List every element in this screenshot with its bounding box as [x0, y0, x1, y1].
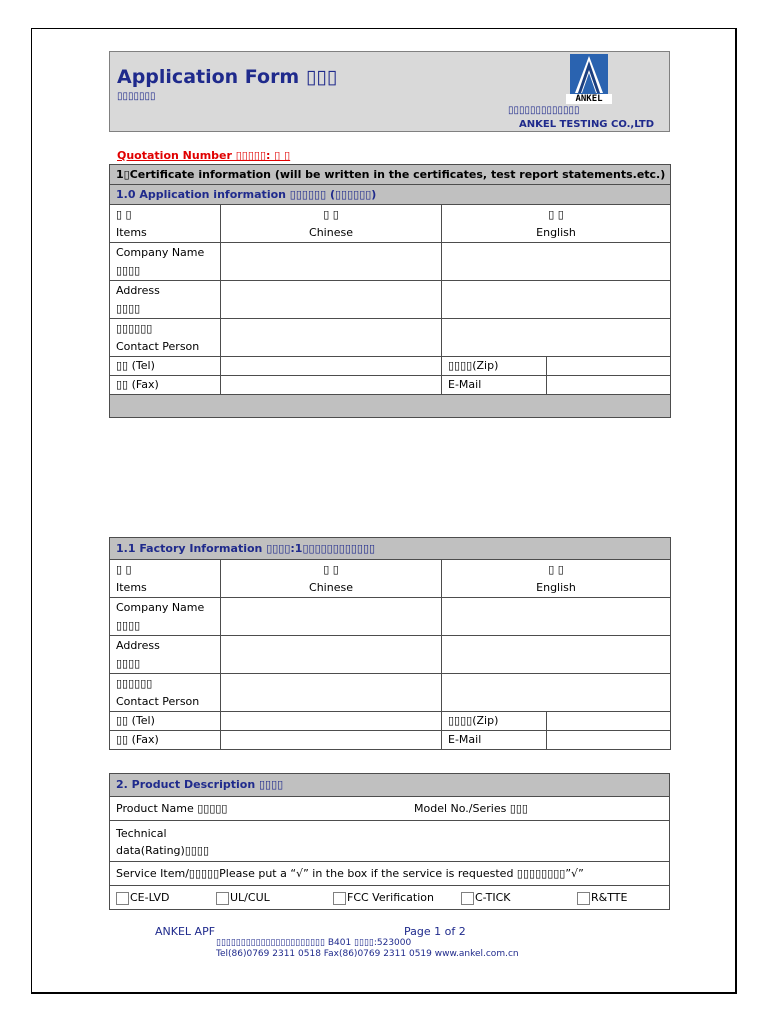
factory-email-field[interactable]: [547, 731, 671, 750]
page-subtitle: ▯▯▯▯▯▯▯: [117, 91, 156, 102]
option-ce-lvd[interactable]: CE-LVD: [116, 891, 170, 905]
option-c-tick[interactable]: C-TICK: [461, 891, 511, 905]
row-label-email: E-Mail: [442, 731, 547, 750]
row-label-address: Address ▯▯▯▯: [110, 281, 221, 319]
row-label-company-name: Company Name ▯▯▯▯: [110, 598, 221, 636]
service-item-row: [110, 862, 669, 886]
applicant-zip-field[interactable]: [547, 357, 671, 376]
checkbox-ce-lvd[interactable]: [116, 892, 129, 905]
row-label-email: E-Mail: [442, 376, 547, 395]
row-label-zip: ▯▯▯▯(Zip): [442, 712, 547, 731]
row-label-company-name: Company Name ▯▯▯▯: [110, 243, 221, 281]
quotation-number-label: Quotation Number ▯▯▯▯▯: ▯ ▯: [117, 149, 291, 162]
applicant-tel-field[interactable]: [221, 357, 442, 376]
applicant-contact-chinese-field[interactable]: [221, 319, 442, 357]
section-1-heading: 1▯Certificate information (will be written in the certificates, test report statements.etc.): [110, 165, 671, 185]
section-2-heading: 2. Product Description ▯▯▯▯: [116, 778, 284, 791]
col-header-items: ▯ ▯ Items: [110, 205, 221, 243]
applicant-email-field[interactable]: [547, 376, 671, 395]
product-name-row[interactable]: [110, 797, 669, 821]
col-header-english: ▯ ▯ English: [442, 205, 671, 243]
applicant-address-chinese-field[interactable]: [221, 281, 442, 319]
factory-address-chinese-field[interactable]: [221, 636, 442, 674]
applicant-company-name-english-field[interactable]: [442, 243, 671, 281]
applicant-contact-english-field[interactable]: [442, 319, 671, 357]
factory-fax-field[interactable]: [221, 731, 442, 750]
page-title: Application Form ▯▯▯: [117, 66, 338, 88]
row-label-tel: ▯▯ (Tel): [110, 357, 221, 376]
row-label-fax: ▯▯ (Fax): [110, 376, 221, 395]
section-1-0-heading: 1.0 Application information ▯▯▯▯▯▯ (▯▯▯▯▯▯): [110, 185, 671, 205]
col-header-chinese: ▯ ▯ Chinese: [221, 560, 442, 598]
section-2-heading-row: [110, 774, 669, 797]
row-label-fax: ▯▯ (Fax): [110, 731, 221, 750]
product-description-table: [109, 773, 670, 910]
factory-contact-chinese-field[interactable]: [221, 674, 442, 712]
applicant-address-english-field[interactable]: [442, 281, 671, 319]
option-ul-cul[interactable]: UL/CUL: [216, 891, 270, 905]
footer-page-number: Page 1 of 2: [404, 925, 466, 938]
section-1-footer-bar: [110, 395, 671, 418]
service-item-label: Service Item/▯▯▯▯▯Please put a “√” in the box if the service is requested ▯▯▯▯▯▯▯▯”√”: [116, 867, 584, 880]
col-header-items: ▯ ▯ Items: [110, 560, 221, 598]
footer-contact: Tel(86)0769 2311 0518 Fax(86)0769 2311 0519 www.ankel.com.cn: [216, 949, 519, 959]
logo-wordmark: ANKEL: [566, 94, 612, 104]
service-options-row: [110, 886, 669, 909]
model-no-label: Model No./Series ▯▯▯: [414, 802, 528, 815]
applicant-fax-field[interactable]: [221, 376, 442, 395]
technical-data-label: Technical data(Rating)▯▯▯▯: [116, 827, 210, 857]
row-label-address: Address ▯▯▯▯: [110, 636, 221, 674]
section-1-1-heading: 1.1 Factory Information ▯▯▯▯:1▯▯▯▯▯▯▯▯▯▯▯▯: [110, 538, 671, 560]
application-info-table: [109, 164, 671, 418]
product-name-label: Product Name ▯▯▯▯▯: [116, 802, 228, 815]
factory-contact-english-field[interactable]: [442, 674, 671, 712]
footer-address: ▯▯▯▯▯▯▯▯▯▯▯▯▯▯▯▯▯▯▯▯▯▯ B401 ▯▯▯▯:523000: [216, 938, 412, 948]
row-label-contact-person: ▯▯▯▯▯▯ Contact Person: [110, 319, 221, 357]
col-header-english: ▯ ▯ English: [442, 560, 671, 598]
row-label-zip: ▯▯▯▯(Zip): [442, 357, 547, 376]
factory-zip-field[interactable]: [547, 712, 671, 731]
form-header: [109, 51, 670, 132]
factory-tel-field[interactable]: [221, 712, 442, 731]
applicant-company-name-chinese-field[interactable]: [221, 243, 442, 281]
factory-address-english-field[interactable]: [442, 636, 671, 674]
checkbox-r-tte[interactable]: [577, 892, 590, 905]
factory-company-name-chinese-field[interactable]: [221, 598, 442, 636]
footer-doc-code: ANKEL APF: [155, 925, 216, 938]
col-header-chinese: ▯ ▯ Chinese: [221, 205, 442, 243]
company-name-cn: ▯▯▯▯▯▯▯▯▯▯▯▯▯: [508, 105, 580, 116]
technical-data-row[interactable]: [110, 821, 669, 862]
factory-company-name-english-field[interactable]: [442, 598, 671, 636]
row-label-tel: ▯▯ (Tel): [110, 712, 221, 731]
row-label-contact-person: ▯▯▯▯▯▯ Contact Person: [110, 674, 221, 712]
company-name-en: ANKEL TESTING CO.,LTD: [519, 119, 655, 130]
option-fcc-verification[interactable]: FCC Verification: [333, 891, 434, 905]
option-r-tte[interactable]: R&TTE: [577, 891, 627, 905]
factory-info-table: [109, 537, 671, 750]
checkbox-ul-cul[interactable]: [216, 892, 229, 905]
checkbox-fcc-verification[interactable]: [333, 892, 346, 905]
checkbox-c-tick[interactable]: [461, 892, 474, 905]
